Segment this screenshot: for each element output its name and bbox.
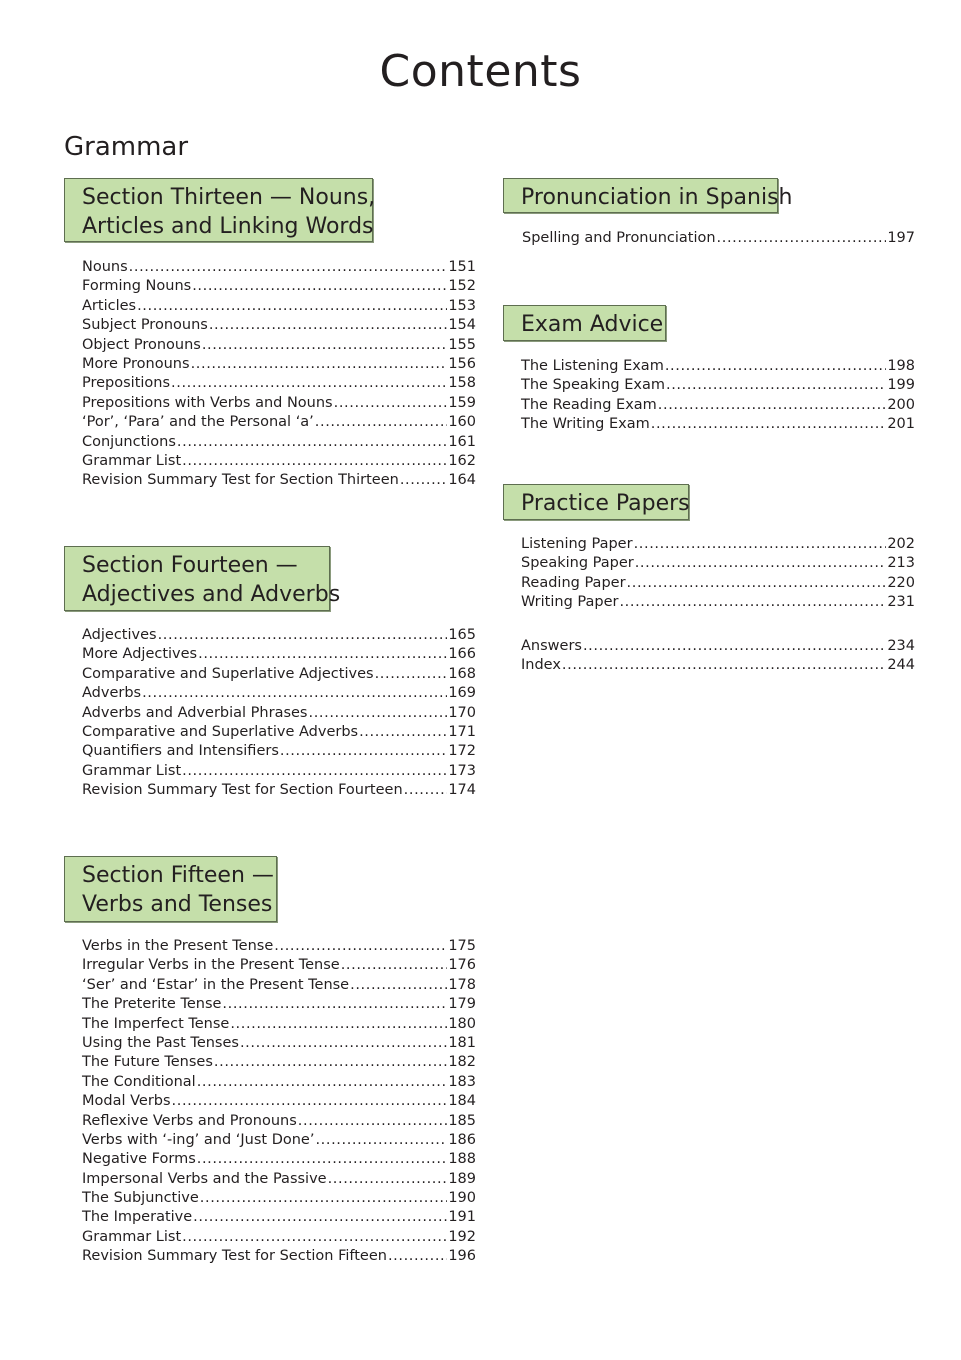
dot-leader	[182, 762, 447, 781]
dot-leader	[635, 554, 887, 573]
toc-entry-page: 184	[448, 1093, 476, 1110]
toc-entry-page: 161	[448, 433, 476, 450]
toc-entry-title: Grammar List	[82, 762, 182, 779]
toc-entry	[82, 995, 476, 1014]
toc-entry	[82, 665, 476, 684]
section15-heading-line1: Section Fifteen —	[82, 863, 274, 888]
toc-entry-page: 220	[887, 574, 915, 591]
toc-entry-page: 171	[448, 723, 476, 740]
toc-entry	[82, 1034, 476, 1053]
section14-heading	[64, 546, 341, 611]
section15-heading	[64, 856, 277, 922]
toc-entry	[82, 626, 476, 645]
toc-entry	[521, 415, 915, 434]
toc-entry-page: 191	[448, 1209, 476, 1226]
dot-leader	[230, 1015, 447, 1034]
toc-entry-title: The Conditional	[82, 1073, 196, 1090]
dot-leader	[171, 374, 447, 393]
toc-entry-title: Conjunctions	[82, 433, 176, 450]
toc-entry	[82, 684, 476, 703]
pronunciation-list	[522, 229, 915, 248]
dot-leader	[658, 396, 887, 415]
page-title: Contents	[379, 46, 582, 97]
toc-entry-title: Adjectives	[82, 627, 157, 643]
toc-entry	[82, 471, 476, 490]
toc-entry	[82, 742, 476, 761]
toc-entry-page: 173	[448, 762, 476, 779]
dot-leader	[209, 316, 447, 335]
toc-entry-title: Reflexive Verbs and Pronouns	[82, 1112, 297, 1129]
toc-entry-page: 186	[448, 1131, 476, 1148]
dot-leader	[197, 1073, 448, 1092]
toc-entry	[522, 229, 915, 248]
toc-entry-title: Comparative and Superlative Adverbs	[82, 723, 359, 740]
toc-entry	[521, 593, 915, 612]
toc-entry-page: 156	[448, 355, 476, 372]
dot-leader	[388, 1247, 447, 1266]
toc-entry-title: More Pronouns	[82, 355, 190, 372]
toc-entry	[521, 376, 915, 395]
toc-entry-page: 165	[448, 627, 476, 643]
toc-entry-title: Using the Past Tenses	[82, 1034, 239, 1051]
toc-entry	[82, 1131, 476, 1150]
toc-entry-title: Nouns	[82, 259, 128, 275]
toc-entry-page: 197	[887, 230, 915, 246]
toc-entry	[521, 535, 915, 554]
dot-leader	[400, 471, 447, 490]
dot-leader	[665, 357, 886, 376]
practice-papers-heading	[503, 484, 689, 520]
toc-entry-title: Verbs in the Present Tense	[82, 938, 274, 954]
section13-heading-line2: Articles and Linking Words	[82, 214, 374, 239]
toc-entry	[82, 1112, 476, 1131]
toc-entry-title: Forming Nouns	[82, 278, 192, 295]
toc-entry-page: 244	[887, 657, 915, 674]
toc-entry-title: Adverbs and Adverbial Phrases	[82, 704, 308, 721]
section13-heading	[64, 178, 376, 242]
section14-heading-line2: Adjectives and Adverbs	[82, 582, 341, 607]
toc-entry	[82, 374, 476, 393]
toc-entry	[521, 554, 915, 573]
toc-entry-title: Speaking Paper	[521, 555, 634, 572]
dot-leader	[214, 1053, 447, 1072]
toc-entry	[82, 1170, 476, 1189]
toc-entry-page: 175	[448, 938, 476, 954]
toc-entry	[521, 637, 915, 656]
practice-papers-heading-text: Practice Papers	[521, 491, 690, 516]
toc-entry-page: 166	[448, 646, 476, 663]
toc-entry-title: Impersonal Verbs and the Passive	[82, 1170, 327, 1187]
toc-entry	[521, 656, 915, 675]
dot-leader	[341, 956, 448, 975]
exam-advice-list	[521, 357, 915, 435]
toc-entry	[82, 277, 476, 296]
toc-entry	[82, 1150, 476, 1169]
dot-leader	[666, 376, 886, 395]
dot-leader	[182, 452, 447, 471]
dot-leader	[350, 976, 447, 995]
toc-entry-page: 198	[887, 358, 915, 374]
toc-entry-page: 183	[448, 1073, 476, 1090]
toc-entry-title: More Adjectives	[82, 646, 198, 663]
grammar-heading: Grammar	[64, 132, 189, 162]
toc-entry	[82, 1073, 476, 1092]
dot-leader	[197, 1150, 448, 1169]
toc-entry-title: The Future Tenses	[82, 1054, 213, 1071]
toc-entry	[82, 452, 476, 471]
dot-leader	[158, 626, 448, 645]
toc-entry-page: 188	[448, 1151, 476, 1168]
toc-entry-title: Prepositions	[82, 375, 171, 392]
toc-entry	[82, 781, 476, 800]
dot-leader	[280, 742, 447, 761]
toc-entry-page: 154	[448, 317, 476, 334]
toc-entry-page: 172	[448, 743, 476, 760]
toc-entry-title: Grammar List	[82, 1228, 182, 1245]
toc-entry	[82, 1092, 476, 1111]
toc-entry-page: 164	[448, 472, 476, 489]
toc-entry	[82, 297, 476, 316]
dot-leader	[562, 656, 886, 675]
toc-entry-page: 234	[887, 638, 915, 654]
toc-entry	[82, 762, 476, 781]
dot-leader	[193, 1208, 447, 1227]
toc-entry-title: Irregular Verbs in the Present Tense	[82, 957, 340, 974]
toc-entry-title: ‘Ser’ and ‘Estar’ in the Present Tense	[82, 976, 350, 993]
toc-entry-title: Writing Paper	[521, 594, 619, 611]
dot-leader	[375, 665, 448, 684]
toc-entry-page: 153	[448, 297, 476, 314]
toc-entry-title: The Writing Exam	[521, 416, 650, 433]
toc-entry-title: Articles	[82, 297, 137, 314]
toc-entry-title: The Reading Exam	[521, 396, 657, 413]
section13-list	[82, 258, 476, 491]
toc-entry-page: 200	[887, 396, 915, 413]
toc-entry-title: Reading Paper	[521, 574, 626, 591]
exam-advice-heading-text: Exam Advice	[521, 312, 664, 337]
toc-entry-page: 152	[448, 278, 476, 295]
toc-entry-title: Grammar List	[82, 452, 182, 469]
dot-leader	[182, 1228, 447, 1247]
toc-entry-title: The Speaking Exam	[521, 377, 665, 394]
toc-entry-page: 179	[448, 996, 476, 1013]
toc-entry-page: 176	[448, 957, 476, 974]
toc-entry-page: 162	[448, 452, 476, 469]
toc-entry	[82, 1208, 476, 1227]
toc-entry	[82, 433, 476, 452]
toc-entry-page: 180	[448, 1015, 476, 1032]
toc-entry-title: The Subjunctive	[82, 1190, 199, 1207]
dot-leader	[142, 684, 447, 703]
toc-entry-title: Subject Pronouns	[82, 317, 208, 334]
section14-list	[82, 626, 476, 801]
toc-entry-title: Object Pronouns	[82, 336, 201, 353]
dot-leader	[334, 394, 448, 413]
toc-entry	[82, 937, 476, 956]
dot-leader	[583, 637, 886, 656]
dot-leader	[240, 1034, 447, 1053]
toc-entry-title: ‘Por’, ‘Para’ and the Personal ‘a’	[82, 414, 314, 431]
toc-entry-page: 185	[448, 1112, 476, 1129]
dot-leader	[634, 535, 887, 554]
dot-leader	[198, 645, 447, 664]
toc-entry-title: Negative Forms	[82, 1151, 196, 1168]
toc-entry	[82, 258, 476, 277]
toc-entry-page: 199	[887, 377, 915, 394]
dot-leader	[137, 297, 447, 316]
toc-entry	[82, 1015, 476, 1034]
toc-entry-page: 189	[448, 1170, 476, 1187]
toc-entry	[82, 956, 476, 975]
toc-entry-page: 178	[448, 976, 476, 993]
toc-entry-page: 213	[887, 555, 915, 572]
dot-leader	[627, 574, 887, 593]
dot-leader	[315, 413, 448, 432]
exam-advice-heading	[503, 305, 666, 341]
toc-entry	[82, 723, 476, 742]
toc-entry-title: Prepositions with Verbs and Nouns	[82, 394, 333, 411]
dot-leader	[172, 1092, 448, 1111]
dot-leader	[192, 277, 447, 296]
toc-entry	[82, 1228, 476, 1247]
toc-entry	[82, 645, 476, 664]
dot-leader	[404, 781, 448, 800]
toc-entry-title: The Listening Exam	[521, 358, 664, 374]
section15-list	[82, 937, 476, 1267]
practice-papers-list	[521, 535, 915, 613]
dot-leader	[298, 1112, 448, 1131]
toc-entry	[82, 1189, 476, 1208]
back-matter-list	[521, 637, 915, 676]
toc-entry-page: 192	[448, 1228, 476, 1245]
dot-leader	[651, 415, 887, 434]
toc-entry-title: The Imperfect Tense	[82, 1015, 230, 1032]
dot-leader	[359, 723, 447, 742]
toc-entry	[82, 355, 476, 374]
toc-entry-page: 201	[887, 416, 915, 433]
dot-leader	[619, 593, 886, 612]
toc-entry-page: 202	[887, 536, 915, 552]
section14-heading-line1: Section Fourteen —	[82, 553, 298, 578]
pronunciation-heading-text: Pronunciation in Spanish	[521, 185, 793, 210]
toc-entry	[521, 574, 915, 593]
toc-entry	[82, 704, 476, 723]
dot-leader	[309, 704, 448, 723]
toc-entry-title: Modal Verbs	[82, 1093, 171, 1110]
toc-entry-title: Index	[521, 657, 561, 674]
toc-entry-page: 151	[448, 259, 476, 275]
dot-leader	[202, 336, 447, 355]
toc-entry-title: Answers	[521, 638, 582, 654]
toc-entry-page: 231	[887, 594, 915, 611]
dot-leader	[200, 1189, 448, 1208]
dot-leader	[328, 1170, 448, 1189]
toc-entry-title: Revision Summary Test for Section Fifteen	[82, 1248, 387, 1265]
section13-heading-line1: Section Thirteen — Nouns,	[82, 185, 376, 210]
toc-entry	[82, 336, 476, 355]
toc-entry-page: 190	[448, 1190, 476, 1207]
toc-entry-title: Adverbs	[82, 685, 142, 702]
toc-entry	[82, 316, 476, 335]
dot-leader	[717, 229, 887, 248]
toc-entry-title: Spelling and Pronunciation	[522, 230, 716, 246]
dot-leader	[129, 258, 448, 277]
toc-entry	[82, 976, 476, 995]
dot-leader	[315, 1131, 447, 1150]
toc-entry	[82, 1053, 476, 1072]
toc-entry-page: 170	[448, 704, 476, 721]
toc-entry-title: Listening Paper	[521, 536, 633, 552]
toc-entry-page: 181	[448, 1034, 476, 1051]
toc-entry-page: 159	[448, 394, 476, 411]
section15-heading-line2: Verbs and Tenses	[82, 892, 273, 917]
toc-entry-page: 158	[448, 375, 476, 392]
toc-entry-page: 182	[448, 1054, 476, 1071]
toc-entry-page: 155	[448, 336, 476, 353]
toc-entry-title: Revision Summary Test for Section Thirteen	[82, 472, 399, 489]
toc-entry-title: Quantifiers and Intensifiers	[82, 743, 279, 760]
dot-leader	[222, 995, 447, 1014]
toc-entry	[82, 413, 476, 432]
toc-entry	[521, 357, 915, 376]
toc-entry-title: The Imperative	[82, 1209, 193, 1226]
toc-entry-title: Comparative and Superlative Adjectives	[82, 665, 374, 682]
dot-leader	[191, 355, 448, 374]
toc-entry-page: 174	[448, 782, 476, 799]
toc-entry-title: Revision Summary Test for Section Fourteen	[82, 782, 403, 799]
toc-entry	[82, 394, 476, 413]
pronunciation-heading	[503, 178, 793, 213]
toc-entry-page: 168	[448, 665, 476, 682]
toc-entry-title: The Preterite Tense	[82, 996, 222, 1013]
toc-entry-page: 160	[448, 414, 476, 431]
toc-entry	[82, 1247, 476, 1266]
dot-leader	[177, 433, 447, 452]
toc-entry-title: Verbs with ‘-ing’ and ‘Just Done’	[82, 1131, 315, 1148]
toc-entry	[521, 396, 915, 415]
toc-entry-page: 196	[448, 1248, 476, 1265]
dot-leader	[274, 937, 447, 956]
toc-entry-page: 169	[448, 685, 476, 702]
